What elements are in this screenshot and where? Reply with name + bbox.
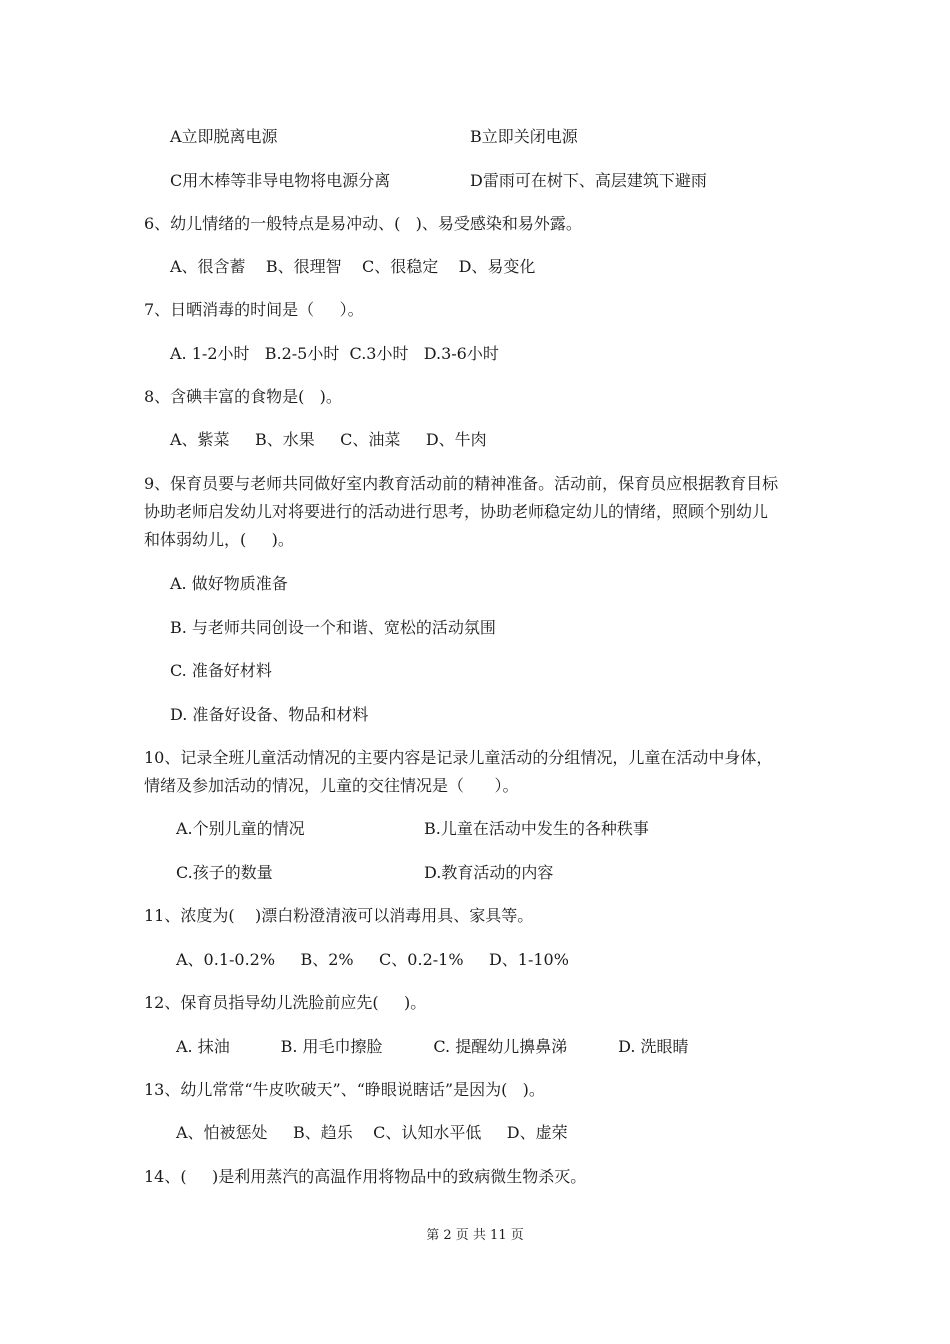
q9-option-a: A. 做好物质准备 bbox=[170, 574, 288, 593]
q9-stem-line-3: 和体弱幼儿，( )。 bbox=[144, 530, 294, 549]
q11-options: A、0.1-0.2% B、2% C、0.2-1% D、1-10% bbox=[176, 950, 569, 969]
q9-option-b: B. 与老师共同创设一个和谐、宽松的活动氛围 bbox=[170, 618, 496, 637]
q12-options: A. 抹油 B. 用毛巾擦脸 C. 提醒幼儿擤鼻涕 D. 洗眼睛 bbox=[176, 1037, 689, 1056]
q6-stem: 6、幼儿情绪的一般特点是易冲动、( )、易受感染和易外露。 bbox=[144, 214, 582, 233]
q14-stem: 14、( )是利用蒸汽的高温作用将物品中的致病微生物杀灭。 bbox=[144, 1167, 587, 1186]
q11-stem: 11、浓度为( )漂白粉澄清液可以消毒用具、家具等。 bbox=[144, 906, 534, 925]
q10-stem-line-2: 情绪及参加活动的情况，儿童的交往情况是（ ）。 bbox=[144, 776, 519, 795]
q5-option-c: C用木棒等非导电物将电源分离 bbox=[170, 171, 391, 190]
q10-option-b: B.儿童在活动中发生的各种秩事 bbox=[424, 819, 649, 838]
q10-option-d: D.教育活动的内容 bbox=[424, 863, 554, 882]
page-footer: 第 2 页 共 11 页 bbox=[426, 1228, 524, 1243]
q7-stem: 7、日晒消毒的时间是（ ）。 bbox=[144, 300, 364, 319]
q9-stem-line-1: 9、保育员要与老师共同做好室内教育活动前的精神准备。活动前，保育员应根据教育目标 bbox=[144, 474, 779, 493]
q10-stem-line-1: 10、记录全班儿童活动情况的主要内容是记录儿童活动的分组情况，儿童在活动中身体， bbox=[144, 748, 773, 767]
q8-options: A、紫菜 B、水果 C、油菜 D、牛肉 bbox=[170, 430, 487, 449]
q9-option-c: C. 准备好材料 bbox=[170, 661, 272, 680]
q10-option-c: C.孩子的数量 bbox=[176, 863, 273, 882]
q10-option-a: A.个别儿童的情况 bbox=[176, 819, 305, 838]
q5-option-d: D雷雨可在树下、高层建筑下避雨 bbox=[470, 171, 707, 190]
q12-stem: 12、保育员指导幼儿洗脸前应先( )。 bbox=[144, 993, 427, 1012]
q9-stem-line-2: 协助老师启发幼儿对将要进行的活动进行思考，协助老师稳定幼儿的情绪，照顾个别幼儿 bbox=[144, 502, 769, 521]
q6-options: A、很含蓄 B、很理智 C、很稳定 D、易变化 bbox=[170, 257, 536, 276]
q5-option-b: B立即关闭电源 bbox=[470, 127, 578, 146]
q7-options: A. 1-2小时 B.2-5小时 C.3小时 D.3-6小时 bbox=[170, 344, 499, 363]
q5-option-a: A立即脱离电源 bbox=[170, 127, 278, 146]
q9-option-d: D. 准备好设备、物品和材料 bbox=[170, 705, 369, 724]
q8-stem: 8、含碘丰富的食物是( )。 bbox=[144, 387, 342, 406]
q13-stem: 13、幼儿常常“牛皮吹破天”、“睁眼说瞎话”是因为( )。 bbox=[144, 1080, 545, 1099]
q13-options: A、怕被惩处 B、趋乐 C、认知水平低 D、虚荣 bbox=[176, 1123, 568, 1142]
